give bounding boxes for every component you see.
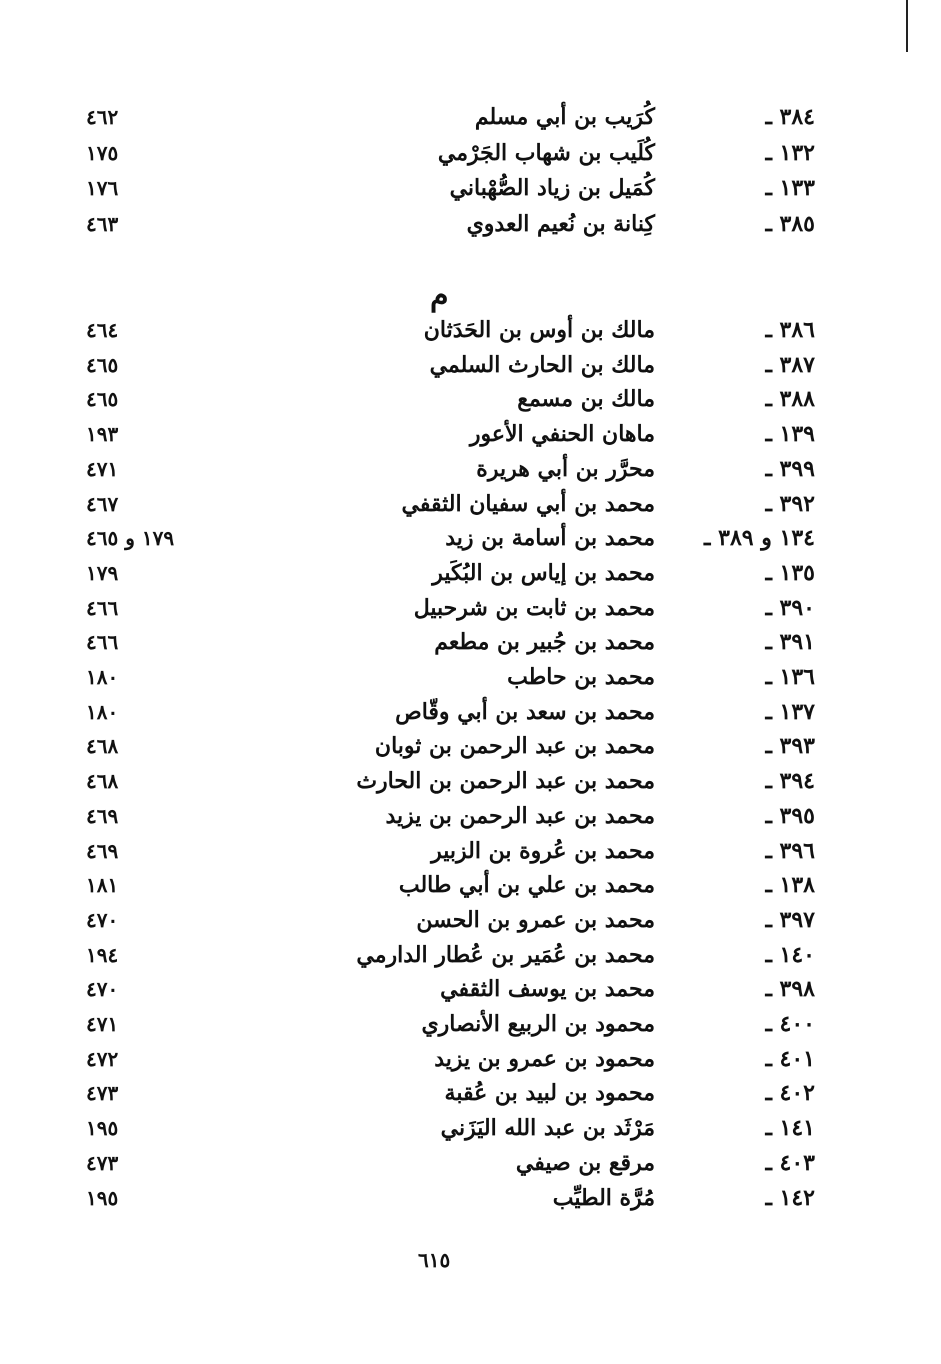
entry-number: ٣٩١ ـ: [765, 629, 815, 656]
entry-page: ١٨١: [86, 873, 119, 898]
entry-number: ١٣٧ ـ: [765, 698, 815, 725]
entry-page: ٤٦٣: [86, 211, 119, 236]
entry-number: ٣٩٥ ـ: [765, 802, 815, 829]
entry-page: ١٩٣: [86, 422, 119, 447]
index-entry: [0, 1181, 941, 1215]
entry-name: محمود بن عمرو بن يزيد: [434, 1045, 655, 1072]
index-entry: [0, 417, 941, 451]
entry-name: ماهان الحنفي الأعور: [469, 421, 655, 448]
index-entry: [0, 591, 941, 625]
entry-page: ٤٦٥: [86, 352, 119, 377]
entry-page: ٤٦٦: [86, 595, 119, 620]
entry-number: ٣٩٨ ـ: [765, 976, 815, 1003]
entry-name: مالك بن أوس بن الحَدَثان: [423, 317, 655, 343]
index-entry: [0, 625, 941, 659]
entry-number: ١٤١ ـ: [765, 1115, 815, 1142]
index-entry: [0, 868, 941, 902]
entry-name: كُلَيب بن شهاب الجَرْمي: [437, 139, 655, 166]
index-entry: [0, 556, 941, 590]
entry-name: محمد بن علي بن أبي طالب: [398, 872, 655, 899]
index-entry: [0, 136, 941, 170]
entry-page: ٤٧٢: [86, 1046, 119, 1071]
index-entry: [0, 382, 941, 416]
entry-number: ٤٠٢ ـ: [765, 1080, 815, 1107]
entry-name: محمد بن عبد الرحمن بن يزيد: [385, 802, 655, 829]
entry-number: ٣٨٤ ـ: [765, 104, 815, 130]
entry-number: ١٣٥ ـ: [765, 559, 815, 586]
entry-name: محمد بن سعد بن أبي وقّاص: [395, 698, 655, 725]
index-entry: [0, 1076, 941, 1110]
entry-name: محمد بن ثابت بن شرحبيل: [413, 594, 655, 621]
entry-number: ١٣٨ ـ: [765, 872, 815, 899]
entry-number: ١٣٦ ـ: [765, 664, 815, 690]
entry-name: مالك بن الحارث السلمي: [429, 351, 655, 378]
entry-name: مرقع بن صيفي: [515, 1149, 655, 1176]
index-entry: [0, 834, 941, 868]
index-entry: [0, 799, 941, 833]
entry-page: ٤٦٦: [86, 630, 119, 655]
entry-number: ٣٩٤ ـ: [765, 768, 815, 795]
entry-name: مالك بن مسمع: [517, 386, 655, 413]
entry-name: محمد بن عبد الرحمن بن ثوبان: [374, 733, 655, 760]
entry-number: ٣٩٠ ـ: [765, 594, 815, 621]
index-entry: [0, 1007, 941, 1041]
entry-number: ١٣٢ ـ: [765, 139, 815, 166]
index-entry: [0, 764, 941, 798]
entry-number: ٣٩٩ ـ: [765, 455, 815, 482]
entry-number: ٣٨٥ ـ: [765, 210, 815, 237]
index-entry: [0, 207, 941, 241]
entry-number: ٣٩٦ ـ: [765, 837, 815, 864]
entry-page: ٤٦٨: [86, 734, 119, 759]
entry-page: ١٩٥: [86, 1185, 119, 1210]
entry-number: ١٤٠ ـ: [765, 941, 815, 968]
entry-name: محمد بن جُبير بن مطعم: [434, 629, 655, 656]
entry-number: ٣٨٦ ـ: [765, 317, 815, 343]
entry-name: محمد بن عُمَير بن عُطار الدارمي: [356, 941, 655, 968]
entry-number: ٤٠٠ ـ: [765, 1011, 815, 1037]
entry-page: ٤٧٣: [86, 1081, 119, 1106]
entry-page: ١٧٦: [86, 176, 119, 200]
entry-page: ٤٦٤: [86, 318, 119, 342]
entry-number: ٣٨٧ ـ: [765, 351, 815, 378]
index-entry: [0, 903, 941, 937]
entry-name: محمد بن إياس بن البُكَير: [432, 559, 655, 586]
index-entry: [0, 1042, 941, 1076]
entry-page: ١٩٤: [86, 942, 119, 967]
entry-name: مُرَّة الطيِّب: [552, 1184, 655, 1211]
entry-page: ٤٦٥: [86, 387, 119, 412]
entry-page: ٤٦٢: [86, 105, 119, 129]
entry-page: ٤٦٨: [86, 769, 119, 794]
entry-page: ١٨٠: [86, 699, 119, 724]
entry-page: ٤٧٠: [86, 907, 119, 932]
margin-rule: [906, 0, 908, 52]
entry-page: ١٧٥: [86, 140, 119, 165]
entry-name: محمد بن حاطب: [507, 664, 655, 690]
entry-page: ١٧٩: [86, 560, 119, 585]
section-letter: م: [430, 278, 449, 313]
entry-number: ١٣٩ ـ: [765, 421, 815, 448]
entry-name: محمد بن أبي سفيان الثقفي: [401, 490, 655, 517]
entry-name: محمد بن يوسف الثقفي: [440, 976, 655, 1003]
entry-page: ١٩٥: [86, 1116, 119, 1141]
entry-number: ٣٩٢ ـ: [765, 490, 815, 517]
entry-page: ٤٦٩: [86, 838, 119, 863]
entry-page: ٤٦٧: [86, 491, 119, 516]
entry-name: محمود بن لبيد بن عُقبة: [444, 1080, 655, 1107]
entry-name: محمود بن الربيع الأنصاري: [421, 1011, 655, 1037]
index-entry: [0, 1111, 941, 1145]
index-entry: [0, 348, 941, 382]
entry-page: ٤٧١: [86, 456, 119, 481]
entry-name: كِنانة بن نُعيم العدوي: [466, 210, 655, 237]
page-number: ٦١٥: [418, 1248, 451, 1272]
entry-name: محرَّر بن أبي هريرة: [476, 455, 655, 482]
entry-number: ٣٨٨ ـ: [765, 386, 815, 413]
entry-name: كُمَيل بن زياد الصُّهْباني: [449, 175, 655, 201]
entry-name: محمد بن عبد الرحمن بن الحارث: [356, 768, 655, 795]
entry-name: محمد بن عُروة بن الزبير: [431, 837, 655, 864]
entry-page: ١٧٩ و ٤٦٥: [86, 526, 175, 551]
index-entry: [0, 521, 941, 555]
entry-name: محمد بن عمرو بن الحسن: [416, 906, 655, 933]
entry-page: ٤٧٠: [86, 977, 119, 1002]
entry-name: كُرَيب بن أبي مسلم: [474, 104, 655, 130]
entry-name: محمد بن أسامة بن زيد: [445, 525, 655, 552]
index-entry: [0, 729, 941, 763]
index-entry: [0, 660, 941, 694]
index-entry: [0, 487, 941, 521]
index-entry: [0, 938, 941, 972]
index-entry: [0, 695, 941, 729]
entry-page: ٤٧١: [86, 1012, 119, 1036]
index-entry: [0, 1146, 941, 1180]
entry-page: ٤٦٩: [86, 803, 119, 828]
index-entry: [0, 171, 941, 205]
entry-number: ٤٠١ ـ: [765, 1045, 815, 1072]
entry-number: ١٤٢ ـ: [765, 1184, 815, 1211]
entry-page: ١٨٠: [86, 665, 119, 689]
entry-number: ١٣٣ ـ: [765, 175, 815, 201]
entry-number: ٤٠٣ ـ: [765, 1149, 815, 1176]
index-entry: [0, 313, 941, 347]
entry-number: ٣٩٧ ـ: [765, 906, 815, 933]
entry-page: ٤٧٣: [86, 1150, 119, 1175]
entry-name: مَرْثَد بن عبد الله اليَزَني: [440, 1115, 655, 1142]
index-entry: [0, 972, 941, 1006]
index-entry: [0, 452, 941, 486]
index-entry: [0, 100, 941, 134]
entry-number: ١٣٤ و ٣٨٩ ـ: [704, 525, 815, 552]
entry-number: ٣٩٣ ـ: [765, 733, 815, 760]
